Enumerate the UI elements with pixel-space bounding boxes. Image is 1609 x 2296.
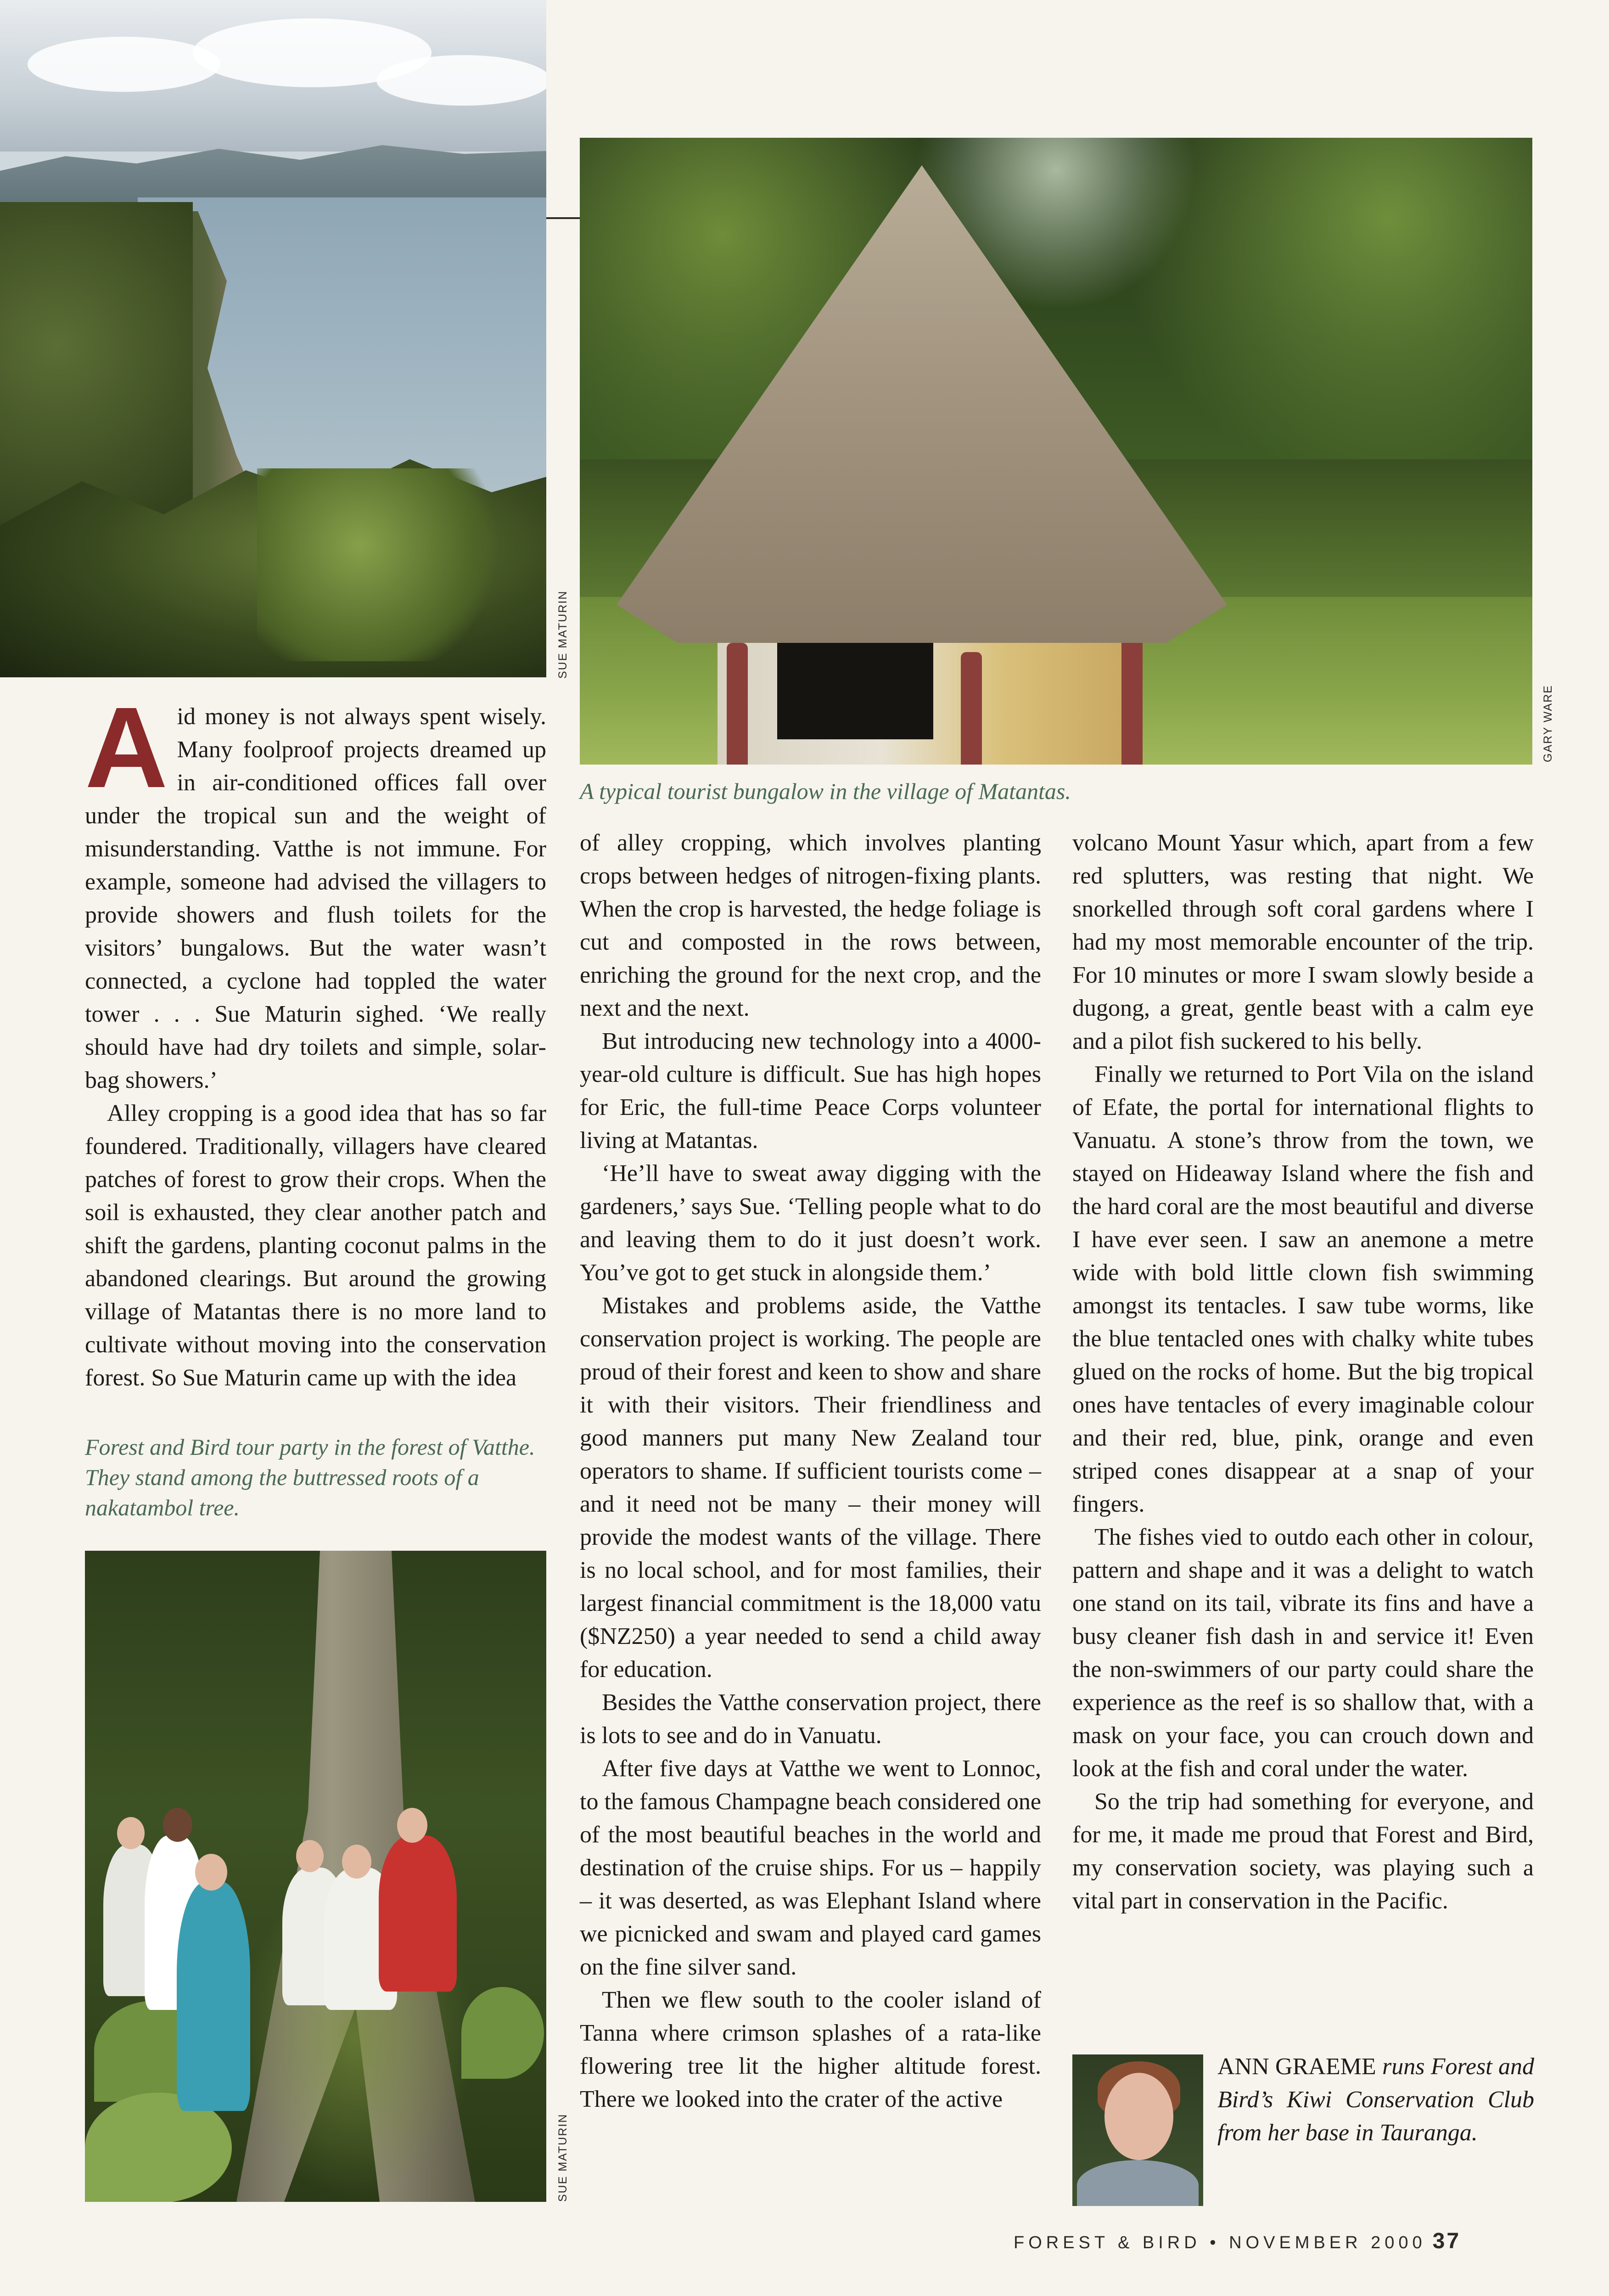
paragraph: Then we flew south to the cooler island of Tanna where crimson splashes of a rata-like flowering tree lit the higher altitude forest. There we looked into the crater of the active <box>580 1987 1041 2112</box>
article-column-1 <box>85 683 546 1395</box>
bungalow-photo <box>580 138 1532 765</box>
drop-cap: A <box>85 683 168 811</box>
bungalow-photo-credit: GARY WARE <box>1542 685 1554 762</box>
author-bio-text: runs Forest and Bird’s Kiwi Conservation Club from her base in Tauranga. <box>1217 2054 1534 2146</box>
author-photo <box>1072 2054 1203 2206</box>
page-footer <box>1014 2228 1461 2254</box>
paragraph: Mistakes and problems aside, the Vatthe conservation project is working. The people are proud of their forest and keen to show and share it with their visitors. Their friendliness and good manners put many New Zealand tour operators to shame. If sufficient tourists come – and it need not be many – their money will provide the modest wants of the village. There is no local school, and for most families, their largest financial commitment is the 18,000 vatu ($NZ250) a year needed to send a child away for education. <box>580 1293 1041 1683</box>
paragraph: The fishes vied to outdo each other in colour, pattern and shape and it was a delight to watch one stand on its tail, vibrate its fins and have a busy cleaner fish dash in and service it! Even the non-swimmers of our party could share the experience as the reef is so shallow that, with a mask on your face, you can crouch down and look at the fish and coral under the water. <box>1072 1524 1534 1782</box>
article-column-2 <box>580 827 1041 2116</box>
group-caption: Forest and Bird tour party in the forest of Vatthe. They stand among the buttressed roots of a nakatambol tree. <box>85 1434 535 1520</box>
paragraph: volcano Mount Yasur which, apart from a few red splutters, was resting that night. We snorkelled through soft coral gardens where I had my most memorable encounter of the trip. For 10 minutes or more I swam slowly beside a dugong, a great, gentle beast with a calm eye and a pilot fish suckered to his belly. <box>1072 830 1534 1054</box>
author-name: ANN GRAEME <box>1217 2054 1376 2080</box>
divider-rule <box>546 217 580 219</box>
bungalow-caption: A typical tourist bungalow in the village of Matantas. <box>580 778 1071 804</box>
publication-info: FOREST & BIRD • NOVEMBER 2000 <box>1014 2233 1426 2252</box>
paragraph: Besides the Vatthe conservation project, there is lots to see and do in Vanuatu. <box>580 1689 1041 1749</box>
group-photo-credit: SUE MATURIN <box>556 2113 569 2202</box>
paragraph: Finally we returned to Port Vila on the island of Efate, the portal for international flights to Vanuatu. A stone’s throw from the town, we stayed on Hideaway Island where the fish and the hard coral are the most beautiful and diverse I have ever seen. I saw an anemone a metre wide with bold little clown fish swimming amongst its tentacles. I saw tube worms, like the blue tentacled ones with chalky white tubes glued on the rocks of home. But the big tropical ones have tentacles of every imaginable colour and their red, blue, pink, orange and even striped cones disappear at a snap of your fingers. <box>1072 1061 1534 1517</box>
tour-group-photo <box>85 1551 546 2202</box>
coastline-photo-credit: SUE MATURIN <box>556 590 569 679</box>
paragraph: After five days at Vatthe we went to Lonnoc, to the famous Champagne beach considered one of the most beautiful beaches in the world and destination of the cruise ships. For us – happily – it was deserted, as was Elephant Island where we picnicked and swam and played card games on the fine silver sand. <box>580 1756 1041 1980</box>
coastline-photo <box>0 0 546 677</box>
paragraph: But introducing new technology into a 4000-year-old culture is difficult. Sue has high hopes for Eric, the full-time Peace Corps volunteer living at Matantas. <box>580 1028 1041 1154</box>
paragraph: of alley cropping, which involves planting crops between hedges of nitrogen-fixing plants. When the crop is harvested, the hedge foliage is cut and composted in the rows between, enriching the ground for the next crop, and the next and the next. <box>580 830 1041 1021</box>
paragraph: So the trip had something for everyone, and for me, it made me proud that Forest and Bird, my conservation society, was playing such a vital part in conservation in the Pacific. <box>1072 1789 1534 1914</box>
page-number: 37 <box>1432 2229 1461 2253</box>
paragraph: ‘He’ll have to sweat away digging with the gardeners,’ says Sue. ‘Telling people what to do and leaving them to do it just doesn’t work. You’ve got to get stuck in alongside them.’ <box>580 1160 1041 1286</box>
paragraph: id money is not always spent wisely. Many foolproof projects dreamed up in air-conditioned offices fall over under the tropical sun and the weight of misunderstanding. Vatthe is not immune. For example, someone had advised the villagers to provide showers and flush toilets for the visitors’ bungalows. But the water wasn’t connected, a cyclone had toppled the water tower . . . Sue Maturin sighed. ‘We really should have had dry toilets and simple, solar-bag showers.’ <box>85 703 546 1093</box>
paragraph: Alley cropping is a good idea that has so far foundered. Traditionally, villagers have cleared patches of forest to grow their crops. When the soil is exhausted, they clear another patch and shift the gardens, planting coconut palms in the abandoned clearings. But around the growing village of Matantas there is no more land to cultivate without moving into the conservation forest. So Sue Maturin came up with the idea <box>85 1100 546 1391</box>
article-column-3 <box>1072 827 1534 1918</box>
author-bio <box>1217 2050 1534 2150</box>
